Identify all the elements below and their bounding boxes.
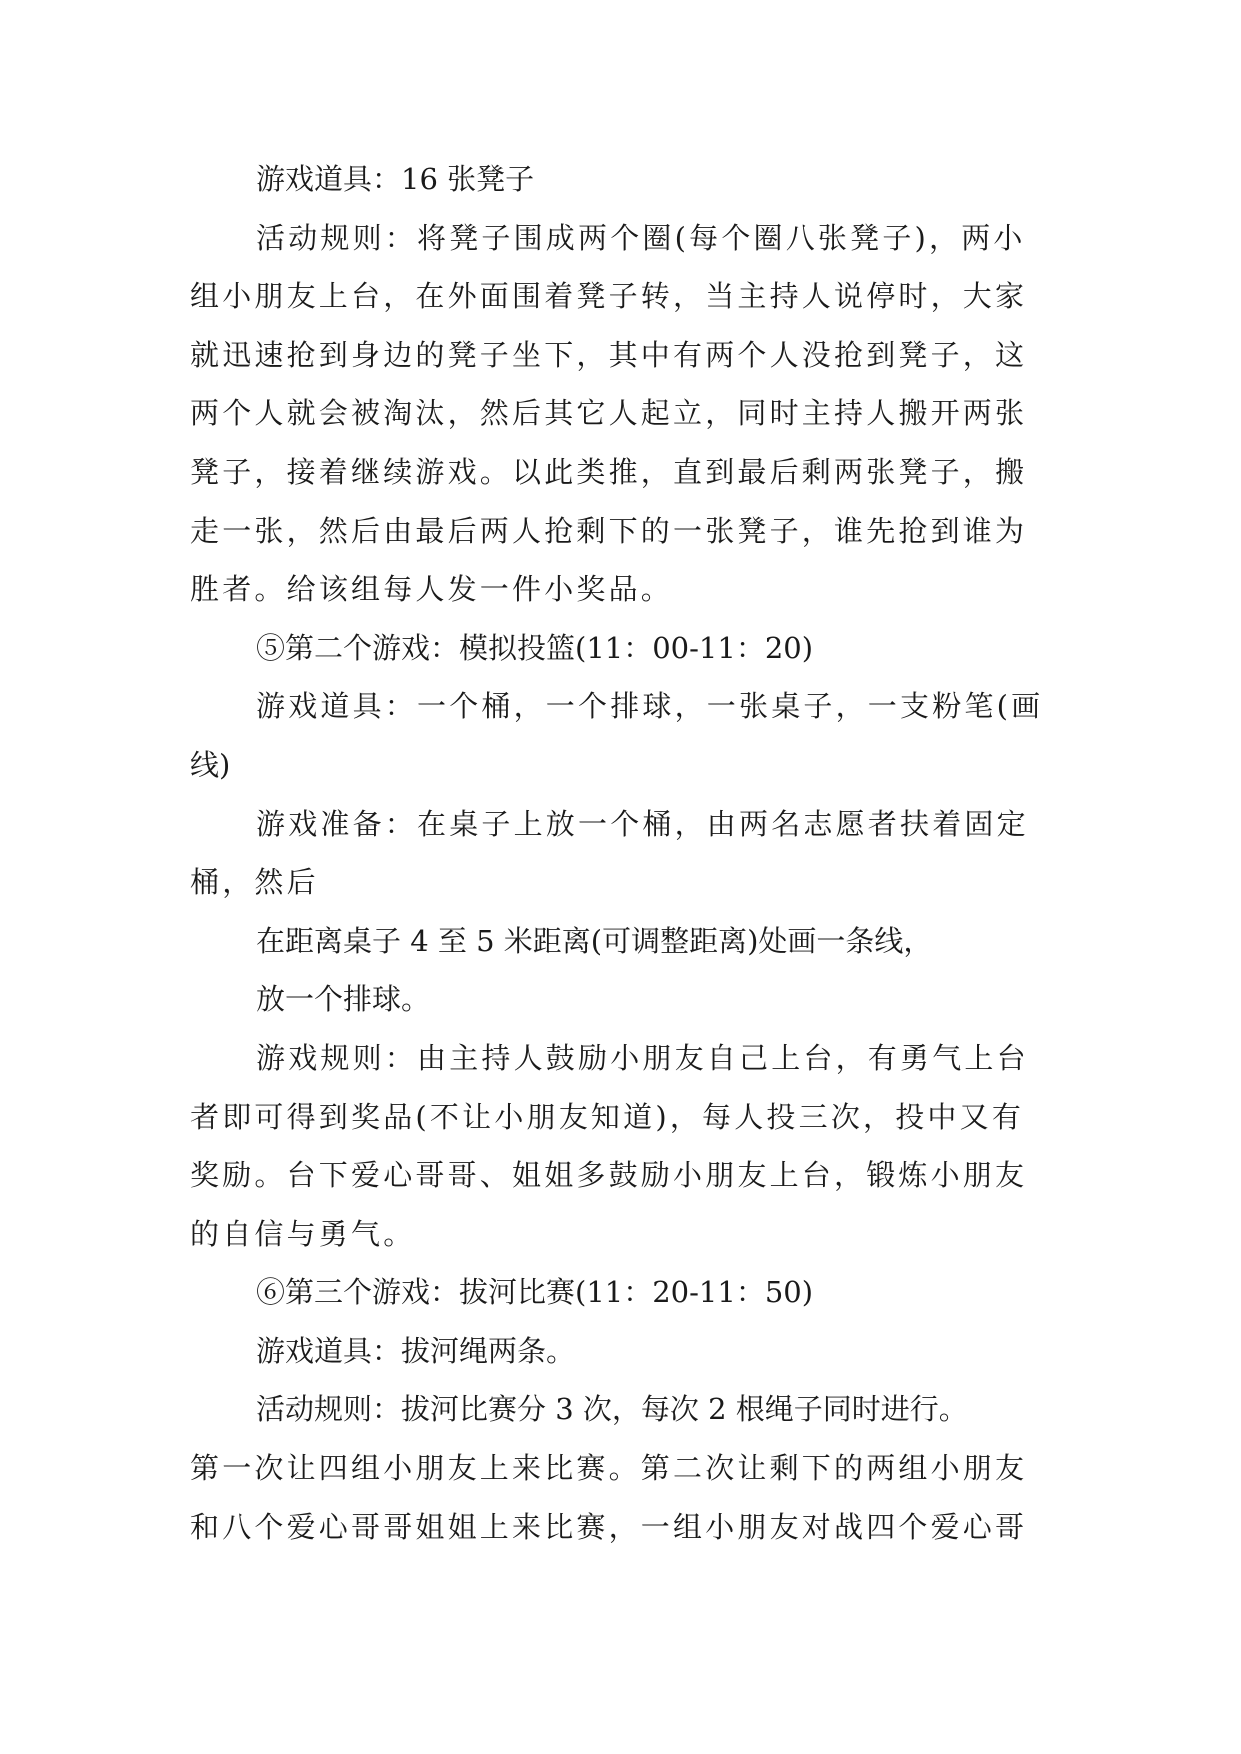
text-line-rules-3: 就迅速抢到身边的凳子坐下，其中有两个人没抢到凳子，这 [190,337,1028,372]
text-line-rules-5: 凳子，接着继续游戏。以此类推，直到最后剩两张凳子，搬 [190,454,1028,489]
text-line-props-basketball: 游戏道具：一个桶，一个排球，一张桌子，一支粉笔(画 [256,689,1044,724]
document-body [190,150,1070,1556]
section-heading-game-3: ⑥第三个游戏：拔河比赛(11：20-11：50) [256,1275,814,1310]
text-line-prep-1: 游戏准备：在桌子上放一个桶，由两名志愿者扶着固定 [256,806,1029,841]
text-line-props-rope: 游戏道具：拔河绳两条。 [256,1333,576,1368]
text-line-rules-7: 胜者。给该组每人发一件小奖品。 [190,572,674,607]
text-line-game-rules-4: 的自信与勇气。 [190,1216,416,1251]
text-line-game-rules-3: 奖励。台下爱心哥哥、姐姐多鼓励小朋友上台，锻炼小朋友 [190,1158,1028,1193]
text-line-prep-4: 放一个排球。 [256,982,431,1017]
text-line-rules-4: 两个人就会被淘汰，然后其它人起立，同时主持人搬开两张 [190,396,1028,431]
text-line-tug-rules-2: 第一次让四组小朋友上来比赛。第二次让剩下的两组小朋友 [190,1451,1028,1486]
text-line-rules-2: 组小朋友上台，在外面围着凳子转，当主持人说停时，大家 [190,279,1028,314]
text-line-props-chairs: 游戏道具：16 张凳子 [256,162,535,196]
text-line-rules-6: 走一张，然后由最后两人抢剩下的一张凳子，谁先抢到谁为 [190,513,1028,548]
text-line-tug-rules-3: 和八个爱心哥哥姐姐上来比赛，一组小朋友对战四个爱心哥 [190,1509,1028,1544]
text-line-prep-3: 在距离桌子 4 至 5 米距离(可调整距离)处画一条线， [256,923,933,958]
text-line-game-rules-2: 者即可得到奖品(不让小朋友知道)，每人投三次，投中又有 [190,1099,1025,1134]
text-line-game-rules-1: 游戏规则：由主持人鼓励小朋友自己上台，有勇气上台 [256,1040,1029,1075]
text-line-tug-rules-1: 活动规则：拔河比赛分 3 次，每次 2 根绳子同时进行。 [256,1392,968,1427]
section-heading-game-2: ⑤第二个游戏：模拟投篮(11：00-11：20) [256,630,814,665]
text-line-prep-2: 桶，然后 [190,865,319,900]
text-line-props-basketball-2: 线) [190,747,231,782]
text-line-rules-1: 活动规则：将凳子围成两个圈(每个圈八张凳子)，两小 [256,220,1026,255]
